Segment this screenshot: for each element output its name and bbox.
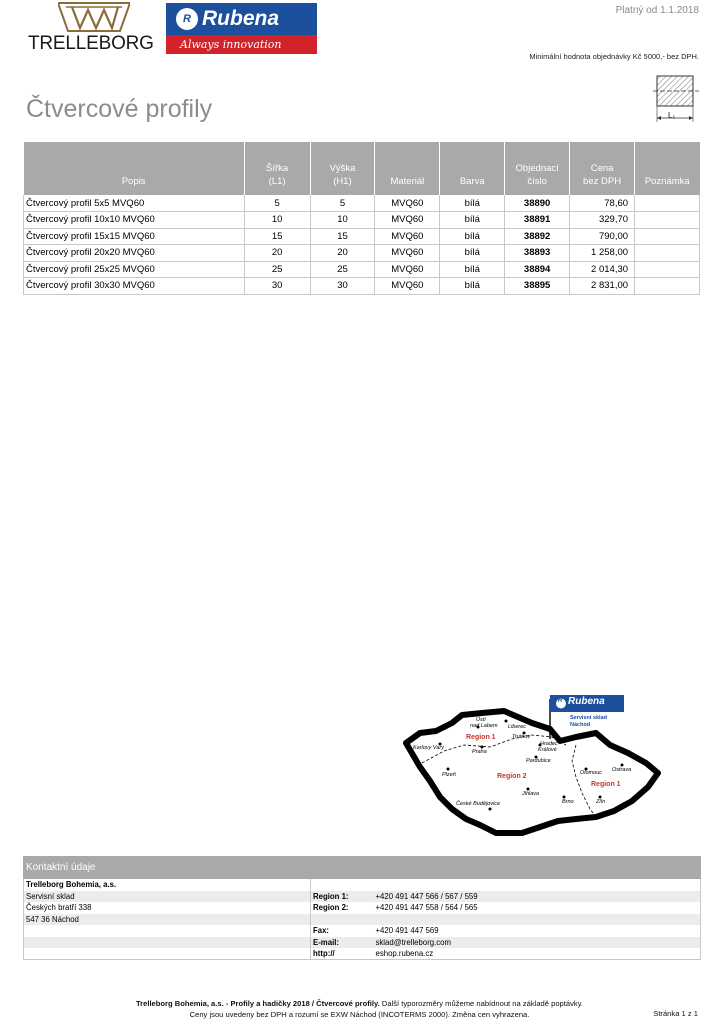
- column-header: [24, 142, 245, 195]
- column-header-line2: číslo: [527, 176, 547, 187]
- city-plzen: Plzeň: [442, 772, 456, 778]
- contact-value: +420 491 447 569: [375, 926, 439, 936]
- profile-dimension-label: L₁: [668, 111, 676, 120]
- contact-label: Fax:: [313, 926, 330, 936]
- czech-map-icon: [400, 693, 662, 838]
- cell-cislo: 38892: [505, 228, 570, 245]
- contact-heading: Kontaktní údaje: [23, 856, 701, 879]
- cell-vyska: 30: [310, 278, 375, 295]
- cell-cislo: 38894: [505, 261, 570, 278]
- products-table: [23, 142, 700, 295]
- table-row: [24, 228, 700, 245]
- cell-popis: Čtvercový profil 5x5 MVQ60: [24, 195, 245, 212]
- column-header-line1: Cena: [590, 163, 614, 174]
- cell-cislo: 38891: [505, 212, 570, 229]
- column-header-line1: Barva: [459, 176, 485, 187]
- cell-poznamka: [635, 278, 700, 295]
- cell-popis: Čtvercový profil 10x10 MVQ60: [24, 212, 245, 229]
- cell-cena: 1 258,00: [570, 245, 635, 262]
- cell-cena: 2 831,00: [570, 278, 635, 295]
- column-header: [375, 142, 440, 195]
- cell-popis: Čtvercový profil 15x15 MVQ60: [24, 228, 245, 245]
- city-hradec-2: Králové: [538, 747, 557, 753]
- page-title: Čtvercové profily: [26, 95, 213, 123]
- footer: [0, 998, 719, 1020]
- city-zlin: Zlín: [596, 799, 606, 805]
- city-liberec: Liberec: [508, 724, 527, 730]
- contact-row: [24, 914, 701, 926]
- column-header-line1: Poznámka: [644, 176, 690, 187]
- cell-sirka: 10: [244, 212, 310, 229]
- cell-vyska: 5: [310, 195, 375, 212]
- cell-cena: 790,00: [570, 228, 635, 245]
- page-number: Stránka 1 z 1: [653, 1009, 698, 1018]
- cell-material: MVQ60: [375, 212, 440, 229]
- city-praha: Praha: [472, 749, 487, 755]
- cell-poznamka: [635, 228, 700, 245]
- cell-cena: 78,60: [570, 195, 635, 212]
- city-brno: Brno: [562, 799, 574, 805]
- city-olomouc: Olomouc: [580, 770, 603, 776]
- contact-address: Českých bratří 338: [24, 902, 311, 914]
- column-header-line2: (L1): [268, 176, 286, 187]
- map-service-label-1: Servisní sklad: [570, 715, 607, 721]
- contact-row: [24, 937, 701, 949]
- contact-address: [24, 948, 311, 960]
- trelleborg-logo-text: TRELLEBORG: [28, 33, 154, 54]
- cell-cislo: 38895: [505, 278, 570, 295]
- contact-value: eshop.rubena.cz: [375, 949, 434, 958]
- cell-vyska: 25: [310, 261, 375, 278]
- cell-barva: bílá: [440, 195, 505, 212]
- cell-barva: bílá: [440, 261, 505, 278]
- square-profile-icon: [651, 74, 701, 130]
- contact-table: [23, 879, 701, 960]
- cell-vyska: 20: [310, 245, 375, 262]
- cell-sirka: 15: [244, 228, 310, 245]
- cell-popis: Čtvercový profil 20x20 MVQ60: [24, 245, 245, 262]
- cell-barva: bílá: [440, 228, 505, 245]
- table-row: [24, 261, 700, 278]
- region-map: [400, 693, 662, 838]
- cell-poznamka: [635, 195, 700, 212]
- contact-value: sklad@trelleborg.com: [374, 937, 701, 949]
- trelleborg-emblem-icon: [58, 2, 130, 32]
- table-row: [24, 245, 700, 262]
- column-header: [570, 142, 635, 195]
- contact-row: [24, 891, 701, 903]
- map-service-label-2: Náchod: [570, 722, 591, 728]
- contact-address: Servisní sklad: [24, 891, 311, 903]
- cell-vyska: 10: [310, 212, 375, 229]
- contact-label: [311, 879, 374, 891]
- cell-cislo: 38890: [505, 195, 570, 212]
- region-1-west-label: Region 1: [466, 734, 496, 741]
- cell-cena: 2 014,30: [570, 261, 635, 278]
- map-badge-name: Rubena: [568, 696, 605, 707]
- column-header-line2: (H1): [333, 176, 352, 187]
- column-header-line1: Šířka: [266, 163, 289, 174]
- contact-label: Region 1:: [311, 891, 374, 903]
- contact-label: Region 2:: [313, 903, 349, 913]
- contact-address: [24, 925, 311, 937]
- rubena-mark-icon: R: [176, 8, 198, 30]
- contact-row: [24, 902, 701, 914]
- cell-material: MVQ60: [375, 228, 440, 245]
- cell-vyska: 15: [310, 228, 375, 245]
- cell-barva: bílá: [440, 212, 505, 229]
- min-order-note: Minimální hodnota objednávky Kč 5000,- bez DPH.: [529, 52, 699, 61]
- table-row: [24, 278, 700, 295]
- contact-address: Trelleborg Bohemia, a.s.: [24, 879, 311, 891]
- contact-value: +420 491 447 566 / 567 / 559: [374, 891, 701, 903]
- cell-poznamka: [635, 212, 700, 229]
- table-header-row: [24, 142, 700, 195]
- cell-material: MVQ60: [375, 245, 440, 262]
- cell-sirka: 30: [244, 278, 310, 295]
- contact-value: +420 491 447 558 / 564 / 565: [375, 903, 478, 913]
- cell-poznamka: [635, 245, 700, 262]
- city-pardubice: Pardubice: [526, 758, 551, 764]
- city-ostrava: Ostrava: [612, 767, 632, 773]
- contact-row: [24, 925, 701, 937]
- column-header-line1: Materiál: [390, 176, 425, 187]
- rubena-logo: [166, 3, 317, 54]
- cell-material: MVQ60: [375, 195, 440, 212]
- contact-row: [24, 879, 701, 891]
- contact-address: 547 36 Náchod: [24, 914, 311, 926]
- cell-material: MVQ60: [375, 261, 440, 278]
- column-header-line1: Popis: [121, 176, 146, 187]
- cell-barva: bílá: [440, 278, 505, 295]
- footer-line1-bold: Trelleborg Bohemia, a.s. - Profily a hadičky 2018 / Čtvercové profily.: [135, 999, 380, 1008]
- city-ceske-budejovice: České Budějovice: [456, 801, 501, 807]
- table-row: [24, 195, 700, 212]
- cell-sirka: 5: [244, 195, 310, 212]
- column-header-line2: bez DPH: [583, 176, 622, 187]
- contact-value: [374, 914, 701, 926]
- valid-from: Platný od 1.1.2018: [615, 5, 699, 16]
- footer-line2: Ceny jsou uvedeny bez DPH a rozumí se EXW Náchod (INCOTERMS 2000). Změna cen vyhrazena.: [189, 1010, 530, 1019]
- cell-cislo: 38893: [505, 245, 570, 262]
- city-usti-2: nad Labem: [470, 723, 498, 729]
- contact-label: http://: [313, 949, 335, 958]
- column-header: [635, 142, 700, 195]
- cell-poznamka: [635, 261, 700, 278]
- city-karlovy-vary: Karlovy Vary: [413, 745, 444, 751]
- contact-label: [311, 914, 374, 926]
- cell-material: MVQ60: [375, 278, 440, 295]
- contact-row: [24, 948, 701, 960]
- rubena-tagline: Always innovation: [166, 35, 317, 54]
- contact-value: [374, 879, 701, 891]
- column-header: [244, 142, 310, 195]
- contact-label: E-mail:: [311, 937, 374, 949]
- column-header: [440, 142, 505, 195]
- contact-address: [24, 937, 311, 949]
- trelleborg-logo: [28, 2, 160, 54]
- region-1-east-label: Region 1: [591, 781, 621, 788]
- column-header-line1: Výška: [329, 163, 356, 174]
- city-hradec: Hradec: [540, 741, 558, 747]
- city-trutnov: Trutnov: [512, 734, 531, 740]
- cell-sirka: 20: [244, 245, 310, 262]
- table-row: [24, 212, 700, 229]
- column-header: [505, 142, 570, 195]
- cell-cena: 329,70: [570, 212, 635, 229]
- city-jihlava: Jihlava: [522, 791, 540, 797]
- cell-popis: Čtvercový profil 30x30 MVQ60: [24, 278, 245, 295]
- column-header-line1: Objednací: [515, 163, 559, 174]
- rubena-logo-name: Rubena: [202, 7, 280, 30]
- cell-barva: bílá: [440, 245, 505, 262]
- cell-popis: Čtvercový profil 25x25 MVQ60: [24, 261, 245, 278]
- column-header: [310, 142, 375, 195]
- region-2-label: Region 2: [497, 773, 527, 780]
- cell-sirka: 25: [244, 261, 310, 278]
- contact-section: [23, 856, 701, 960]
- footer-line1-rest: Další typorozměry můžeme nabídnout na základě poptávky.: [379, 999, 584, 1008]
- city-usti: Ústí: [476, 717, 486, 723]
- map-badge-mark: R: [558, 698, 563, 704]
